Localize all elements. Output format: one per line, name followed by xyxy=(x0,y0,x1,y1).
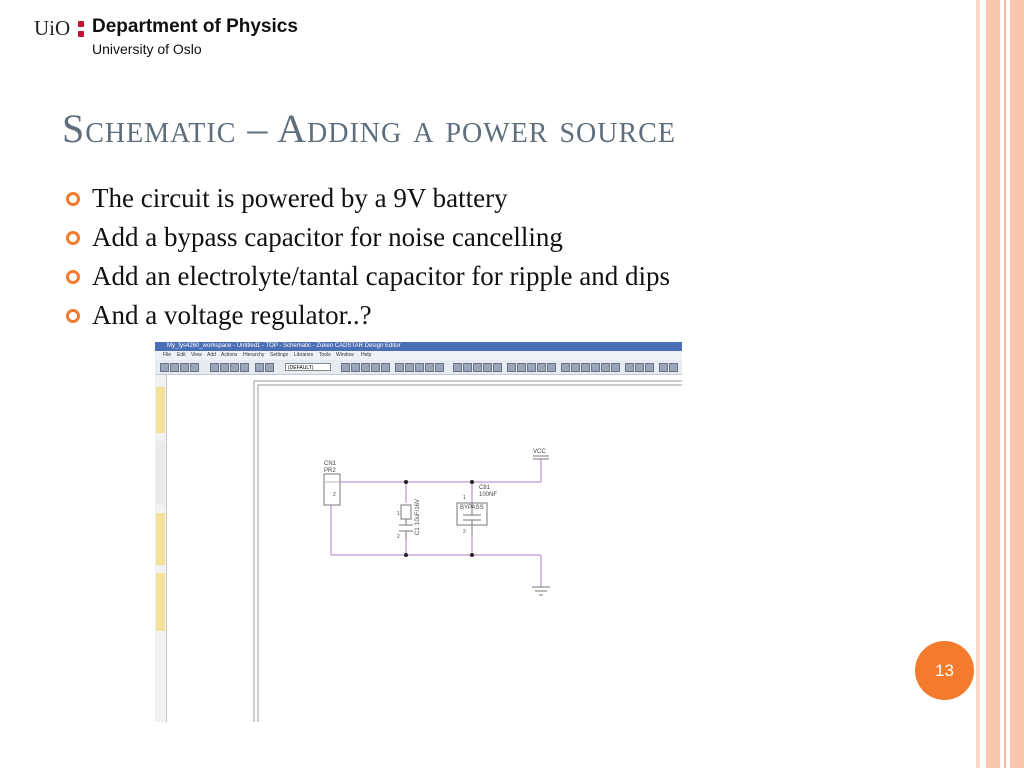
undo-icon[interactable] xyxy=(255,363,264,372)
c1-pin2: 2 xyxy=(397,534,400,540)
redo-icon[interactable] xyxy=(265,363,274,372)
cn1-name: PR2 xyxy=(324,468,336,474)
tool-icon[interactable] xyxy=(527,363,536,372)
tool-icon[interactable] xyxy=(561,363,570,372)
tool-icon[interactable] xyxy=(537,363,546,372)
slide-title: Schematic – Adding a power source xyxy=(62,106,676,151)
open-icon[interactable] xyxy=(170,363,179,372)
connector-cn1[interactable] xyxy=(324,474,340,505)
cad-menu-item[interactable]: File xyxy=(163,352,172,358)
logo-mark: UiO xyxy=(34,16,71,40)
bullet-icon xyxy=(66,192,80,206)
tool-icon[interactable] xyxy=(351,363,360,372)
logo-colon-icon xyxy=(78,21,84,41)
c1-value: 10uF/16V xyxy=(415,498,421,525)
zoom-icon[interactable] xyxy=(483,363,492,372)
logo-department: Department of Physics xyxy=(92,16,298,37)
save-icon[interactable] xyxy=(180,363,189,372)
cad-menu-item[interactable]: Edit xyxy=(177,352,186,358)
tool-icon[interactable] xyxy=(405,363,414,372)
cad-menu-item[interactable]: Tools xyxy=(319,352,331,358)
bypass-tag: BYPASS xyxy=(460,505,484,511)
wires xyxy=(331,459,541,587)
cad-menu-item[interactable]: Window xyxy=(336,352,354,358)
side-tab-current-design[interactable] xyxy=(156,573,165,631)
c81-pin1: 1 xyxy=(463,495,466,501)
side-tab-open-designs[interactable] xyxy=(156,513,165,565)
bullet-item xyxy=(66,297,670,336)
c1-ref: C1 xyxy=(415,527,421,535)
vcc-symbol xyxy=(533,456,549,459)
tool-icon[interactable] xyxy=(517,363,526,372)
tool-icon[interactable] xyxy=(507,363,516,372)
schematic-drawing xyxy=(167,375,682,722)
layer-combo[interactable]: (DEFAULT) xyxy=(285,363,331,371)
cad-menu-item[interactable]: Actions xyxy=(221,352,238,358)
tool-icon[interactable] xyxy=(395,363,404,372)
schematic-canvas[interactable] xyxy=(167,375,682,722)
page-number-badge xyxy=(915,641,974,700)
bullet-text: The circuit is powered by a 9V battery xyxy=(92,183,508,213)
bullet-item xyxy=(66,219,670,258)
zoom-icon[interactable] xyxy=(463,363,472,372)
cad-title-bar xyxy=(155,342,682,351)
copy-icon[interactable] xyxy=(220,363,229,372)
tool-icon[interactable] xyxy=(425,363,434,372)
c81-pin2: 2 xyxy=(463,529,466,535)
tool-icon[interactable] xyxy=(361,363,370,372)
decorative-stripes xyxy=(976,0,1024,768)
c81-ref: C81 xyxy=(479,485,491,491)
zoom-icon[interactable] xyxy=(493,363,502,372)
tool-icon[interactable] xyxy=(591,363,600,372)
logo-university: University of Oslo xyxy=(92,41,202,57)
tool-icon[interactable] xyxy=(341,363,350,372)
bullet-text: Add a bypass capacitor for noise cancelling xyxy=(92,222,563,252)
bullet-text: Add an electrolyte/tantal capacitor for ripple and dips xyxy=(92,261,671,291)
zoom-icon[interactable] xyxy=(473,363,482,372)
cn1-ref: CN1 xyxy=(324,461,337,467)
cad-toolbar xyxy=(155,360,682,375)
vcc-label: VCC xyxy=(533,449,546,455)
tool-icon[interactable] xyxy=(611,363,620,372)
cad-menu-item[interactable]: Help xyxy=(361,352,372,358)
cad-side-panel xyxy=(155,375,167,722)
cad-menu-item[interactable]: Add xyxy=(207,352,216,358)
tool-icon[interactable] xyxy=(581,363,590,372)
sheet-border-outer xyxy=(254,381,682,722)
page-number: 13 xyxy=(935,661,954,680)
tool-icon[interactable] xyxy=(601,363,610,372)
c1-pin1: 1 xyxy=(397,511,400,517)
cut-icon[interactable] xyxy=(210,363,219,372)
tool-icon[interactable] xyxy=(435,363,444,372)
bullet-icon xyxy=(66,231,80,245)
cad-menu-item[interactable]: Settings xyxy=(270,352,289,358)
cn1-pin2: 2 xyxy=(333,492,336,498)
zoom-icon[interactable] xyxy=(453,363,462,372)
cad-menu-item[interactable]: View xyxy=(191,352,202,358)
tool-icon[interactable] xyxy=(635,363,644,372)
delete-icon[interactable] xyxy=(240,363,249,372)
bullet-icon xyxy=(66,270,80,284)
tool-icon[interactable] xyxy=(415,363,424,372)
tool-icon[interactable] xyxy=(571,363,580,372)
paste-icon[interactable] xyxy=(230,363,239,372)
side-tab-libraries[interactable] xyxy=(156,387,165,433)
cad-menu-item[interactable]: Hierarchy xyxy=(243,352,265,358)
ground-symbol xyxy=(532,587,550,595)
tool-icon[interactable] xyxy=(669,363,678,372)
tool-icon[interactable] xyxy=(645,363,654,372)
c81-value: 100NF xyxy=(479,492,498,498)
side-tab-design-properties[interactable] xyxy=(156,441,165,505)
electrolytic-capacitor-c1[interactable] xyxy=(399,505,413,539)
cad-screenshot xyxy=(155,342,682,722)
print-icon[interactable] xyxy=(190,363,199,372)
cad-menu-item[interactable]: Libraries xyxy=(294,352,314,358)
sheet-border-inner xyxy=(258,385,682,722)
select-icon[interactable] xyxy=(659,363,668,372)
tool-icon[interactable] xyxy=(625,363,634,372)
bullet-list xyxy=(66,180,670,336)
tool-icon[interactable] xyxy=(547,363,556,372)
bullet-item xyxy=(66,180,670,219)
cad-menu-bar xyxy=(155,351,682,360)
cad-window-title: My_fys4260_workspace - Untitled1 - TOP - Schematic - Zuken CADSTAR Design Editor xyxy=(167,343,401,349)
bullet-text: And a voltage regulator..? xyxy=(92,300,372,330)
bullet-icon xyxy=(66,309,80,323)
tool-icon[interactable] xyxy=(371,363,380,372)
tool-icon[interactable] xyxy=(381,363,390,372)
new-icon[interactable] xyxy=(160,363,169,372)
bullet-item xyxy=(66,258,670,297)
